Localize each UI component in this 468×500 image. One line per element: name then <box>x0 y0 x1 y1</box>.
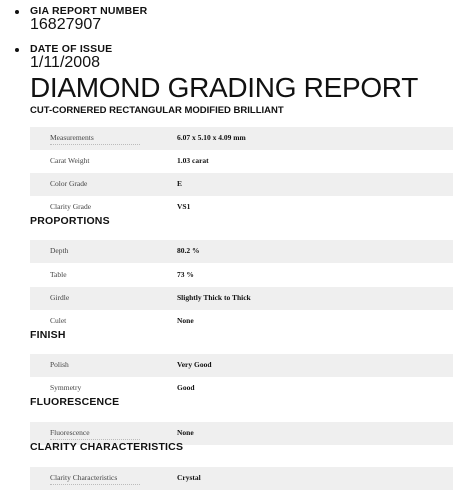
row-value: Good <box>177 383 195 392</box>
row-label: Color Grade <box>50 179 88 188</box>
section-heading-finish: FINISH <box>30 329 66 341</box>
section-heading-proportions: PROPORTIONS <box>30 215 110 227</box>
row-label: Clarity Grade <box>50 202 92 211</box>
proportions-row <box>30 287 453 310</box>
grading-row <box>30 173 453 196</box>
row-value: E <box>177 179 183 188</box>
row-label: Girdle <box>50 293 70 302</box>
row-value: Very Good <box>177 360 212 369</box>
row-value: Crystal <box>177 473 201 482</box>
section-heading-clarity-characteristics: CLARITY CHARACTERISTICS <box>30 441 184 453</box>
row-label: Depth <box>50 246 69 255</box>
bullet-icon <box>15 48 19 52</box>
section-heading-fluorescence: FLUORESCENCE <box>30 396 120 408</box>
page-title: DIAMOND GRADING REPORT <box>30 72 419 103</box>
report-number-label: GIA REPORT NUMBER <box>30 5 148 17</box>
clarity-characteristics-row <box>30 467 453 490</box>
row-label: Symmetry <box>50 383 82 392</box>
grading-row <box>30 150 453 173</box>
dotted-leader <box>50 484 140 485</box>
row-value: Slightly Thick to Thick <box>177 293 251 302</box>
report-number: 16827907 <box>30 16 102 33</box>
row-value: 6.07 x 5.10 x 4.09 mm <box>177 133 246 142</box>
proportions-row <box>30 264 453 287</box>
row-value: None <box>177 428 194 437</box>
row-label: Measurements <box>50 133 94 142</box>
row-label: Clarity Characteristics <box>50 473 118 482</box>
proportions-row <box>30 310 453 333</box>
bullet-icon <box>15 10 19 14</box>
row-label: Table <box>50 270 67 279</box>
grading-row <box>30 127 453 150</box>
row-value: 73 % <box>177 270 194 279</box>
row-value: 1.03 carat <box>177 156 209 165</box>
row-value: None <box>177 316 194 325</box>
proportions-row <box>30 240 453 263</box>
finish-row <box>30 354 453 377</box>
row-label: Culet <box>50 316 67 325</box>
page-subtitle: CUT-CORNERED RECTANGULAR MODIFIED BRILLIANT <box>30 105 284 116</box>
date-label: DATE OF ISSUE <box>30 43 113 55</box>
row-label: Carat Weight <box>50 156 90 165</box>
row-value: 80.2 % <box>177 246 200 255</box>
issue-date: 1/11/2008 <box>30 54 100 71</box>
dotted-leader <box>50 144 140 145</box>
row-label: Polish <box>50 360 69 369</box>
dotted-leader <box>50 439 140 440</box>
row-label: Fluorescence <box>50 428 90 437</box>
row-value: VS1 <box>177 202 191 211</box>
